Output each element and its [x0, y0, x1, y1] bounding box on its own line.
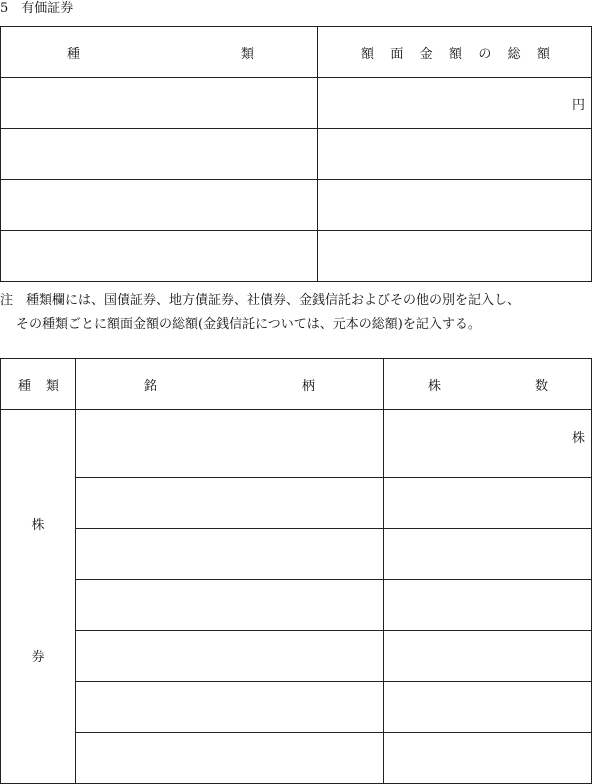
header-kind: [1, 27, 318, 78]
header-kind-char: 種: [18, 378, 32, 394]
header-issue-name: [76, 359, 384, 410]
header-issue-char: 柄: [301, 378, 315, 394]
issue-name-cell[interactable]: [76, 478, 384, 529]
header-share-count-char: 数: [534, 378, 548, 394]
note: [0, 289, 520, 337]
header-face-value-char: 額: [448, 46, 462, 62]
kind-cell[interactable]: [1, 231, 318, 282]
table-row: [1, 529, 592, 580]
note-line-2: その種類ごとに額面金額の総額(金銭信託については、元本の総額)を記入する。: [16, 317, 481, 332]
header-kind-char: 種: [67, 46, 81, 62]
table-row: [1, 682, 592, 733]
note-line-1: 注 種類欄には、国債証券、地方債証券、社債券、金銭信託およびその他の別を記入し、: [0, 293, 521, 308]
issue-name-cell[interactable]: [76, 410, 384, 478]
stock-kind-char: 株: [31, 518, 45, 533]
amount-cell[interactable]: [318, 78, 592, 129]
share-count-cell[interactable]: [384, 410, 592, 478]
share-count-cell[interactable]: [384, 631, 592, 682]
amount-cell[interactable]: [318, 231, 592, 282]
issue-name-cell[interactable]: [76, 631, 384, 682]
header-face-value-char: 総: [507, 46, 521, 62]
header-share-count: [384, 359, 592, 410]
table-row: [1, 129, 592, 180]
issue-name-cell[interactable]: [76, 682, 384, 733]
share-count-cell[interactable]: [384, 529, 592, 580]
header-face-value-char: 額: [536, 46, 550, 62]
yen-unit-label: 円: [571, 97, 585, 113]
issue-name-cell[interactable]: [76, 529, 384, 580]
header-face-value-char: 額: [361, 46, 375, 62]
header-kind: [1, 359, 76, 410]
issue-name-cell[interactable]: [76, 733, 384, 784]
table-row: [1, 410, 592, 478]
stock-table-header: [1, 359, 592, 410]
issue-name-cell[interactable]: [76, 580, 384, 631]
header-kind-char: 類: [45, 378, 59, 394]
table-row: [1, 478, 592, 529]
table-row: [1, 180, 592, 231]
table-row: [1, 733, 592, 784]
header-issue-char: 銘: [144, 378, 158, 394]
header-face-value-char: の: [478, 46, 492, 62]
section-heading: 5 有価証券: [0, 1, 74, 16]
amount-cell[interactable]: [318, 180, 592, 231]
share-count-cell[interactable]: [384, 682, 592, 733]
kind-cell[interactable]: [1, 180, 318, 231]
header-face-value-char: 金: [419, 46, 433, 62]
stock-table: [0, 358, 592, 784]
stock-kind-char: 券: [31, 650, 45, 665]
kind-cell[interactable]: [1, 129, 318, 180]
table-row: [1, 631, 592, 682]
amount-cell[interactable]: [318, 129, 592, 180]
securities-table-header: [1, 27, 592, 78]
table-row: [1, 78, 592, 129]
securities-table: [0, 26, 592, 282]
share-count-cell[interactable]: [384, 580, 592, 631]
table-row: [1, 580, 592, 631]
kind-cell[interactable]: [1, 78, 318, 129]
header-face-value-char: 面: [390, 46, 404, 62]
header-face-value-total: [318, 27, 592, 78]
header-kind-char: 類: [240, 46, 254, 62]
header-share-count-char: 株: [428, 378, 442, 394]
table-row: [1, 231, 592, 282]
stock-kind-cell: [1, 410, 76, 784]
share-count-cell[interactable]: [384, 478, 592, 529]
share-unit-label: 株: [571, 431, 585, 446]
share-count-cell[interactable]: [384, 733, 592, 784]
